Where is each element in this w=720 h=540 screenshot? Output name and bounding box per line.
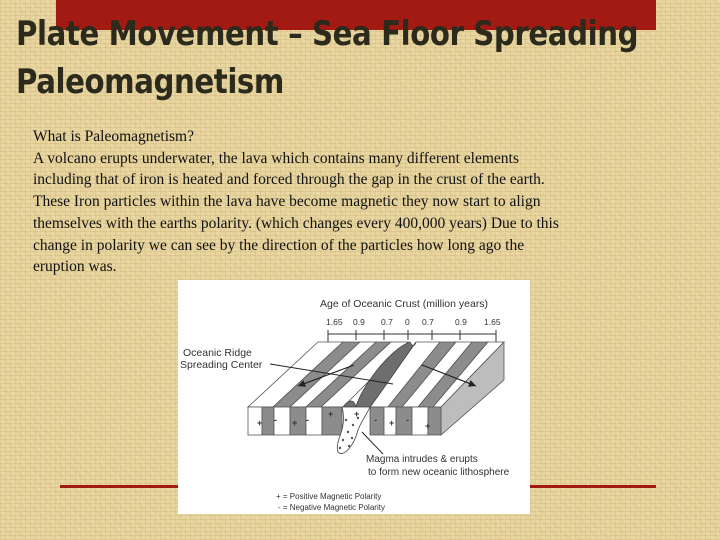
legend-negative: - = Negative Magnetic Polarity	[278, 503, 385, 512]
age-label: 1.65	[326, 317, 343, 327]
age-label: 0.9	[353, 317, 365, 327]
magma-label-line-2: to form new oceanic lithosphere	[368, 467, 510, 478]
body-line: themselves with the earths polarity. (which changes every 400,000 years) Due to this	[33, 214, 559, 232]
age-label: 0	[405, 317, 410, 327]
body-line: These Iron particles within the lava have become magnetic they now start to align	[33, 193, 541, 211]
magma-label-line-1: Magma intrudes & erupts	[366, 454, 478, 465]
ridge-label-line-1: Oceanic Ridge	[183, 347, 252, 359]
title-line-2: Paleomagnetism	[16, 62, 284, 102]
slide-title	[16, 10, 638, 106]
ridge-label-line-2: Spreading Center	[180, 359, 263, 371]
age-label: 0.7	[381, 317, 393, 327]
body-text	[33, 126, 663, 278]
polarity-sign: +	[354, 409, 360, 419]
polarity-sign: -	[406, 415, 409, 425]
age-label: 1.65	[484, 317, 501, 327]
body-line: eruption was.	[33, 258, 117, 276]
legend-positive: + = Positive Magnetic Polarity	[276, 492, 382, 501]
body-line: including that of iron is heated and forced through the gap in the crust of the earth.	[33, 171, 545, 189]
polarity-sign: +	[257, 418, 263, 428]
polarity-sign: -	[306, 415, 309, 425]
polarity-sign: +	[292, 418, 298, 428]
diagram-svg	[178, 280, 530, 514]
age-label: 0.9	[455, 317, 467, 327]
age-title: Age of Oceanic Crust (million years)	[320, 298, 489, 310]
body-line: A volcano erupts underwater, the lava which contains many different elements	[33, 149, 519, 167]
polarity-sign: +	[425, 421, 431, 431]
polarity-sign: -	[274, 415, 277, 425]
polarity-sign: -	[374, 415, 377, 425]
title-line-1: Plate Movement – Sea Floor Spreading	[16, 14, 639, 54]
seafloor-spreading-diagram	[178, 280, 530, 514]
polarity-sign: +	[328, 409, 334, 419]
body-line: What is Paleomagnetism?	[33, 128, 194, 145]
polarity-sign: +	[389, 418, 395, 428]
age-label: 0.7	[422, 317, 434, 327]
body-line: change in polarity we can see by the direction of the particles how long ago the	[33, 236, 525, 254]
